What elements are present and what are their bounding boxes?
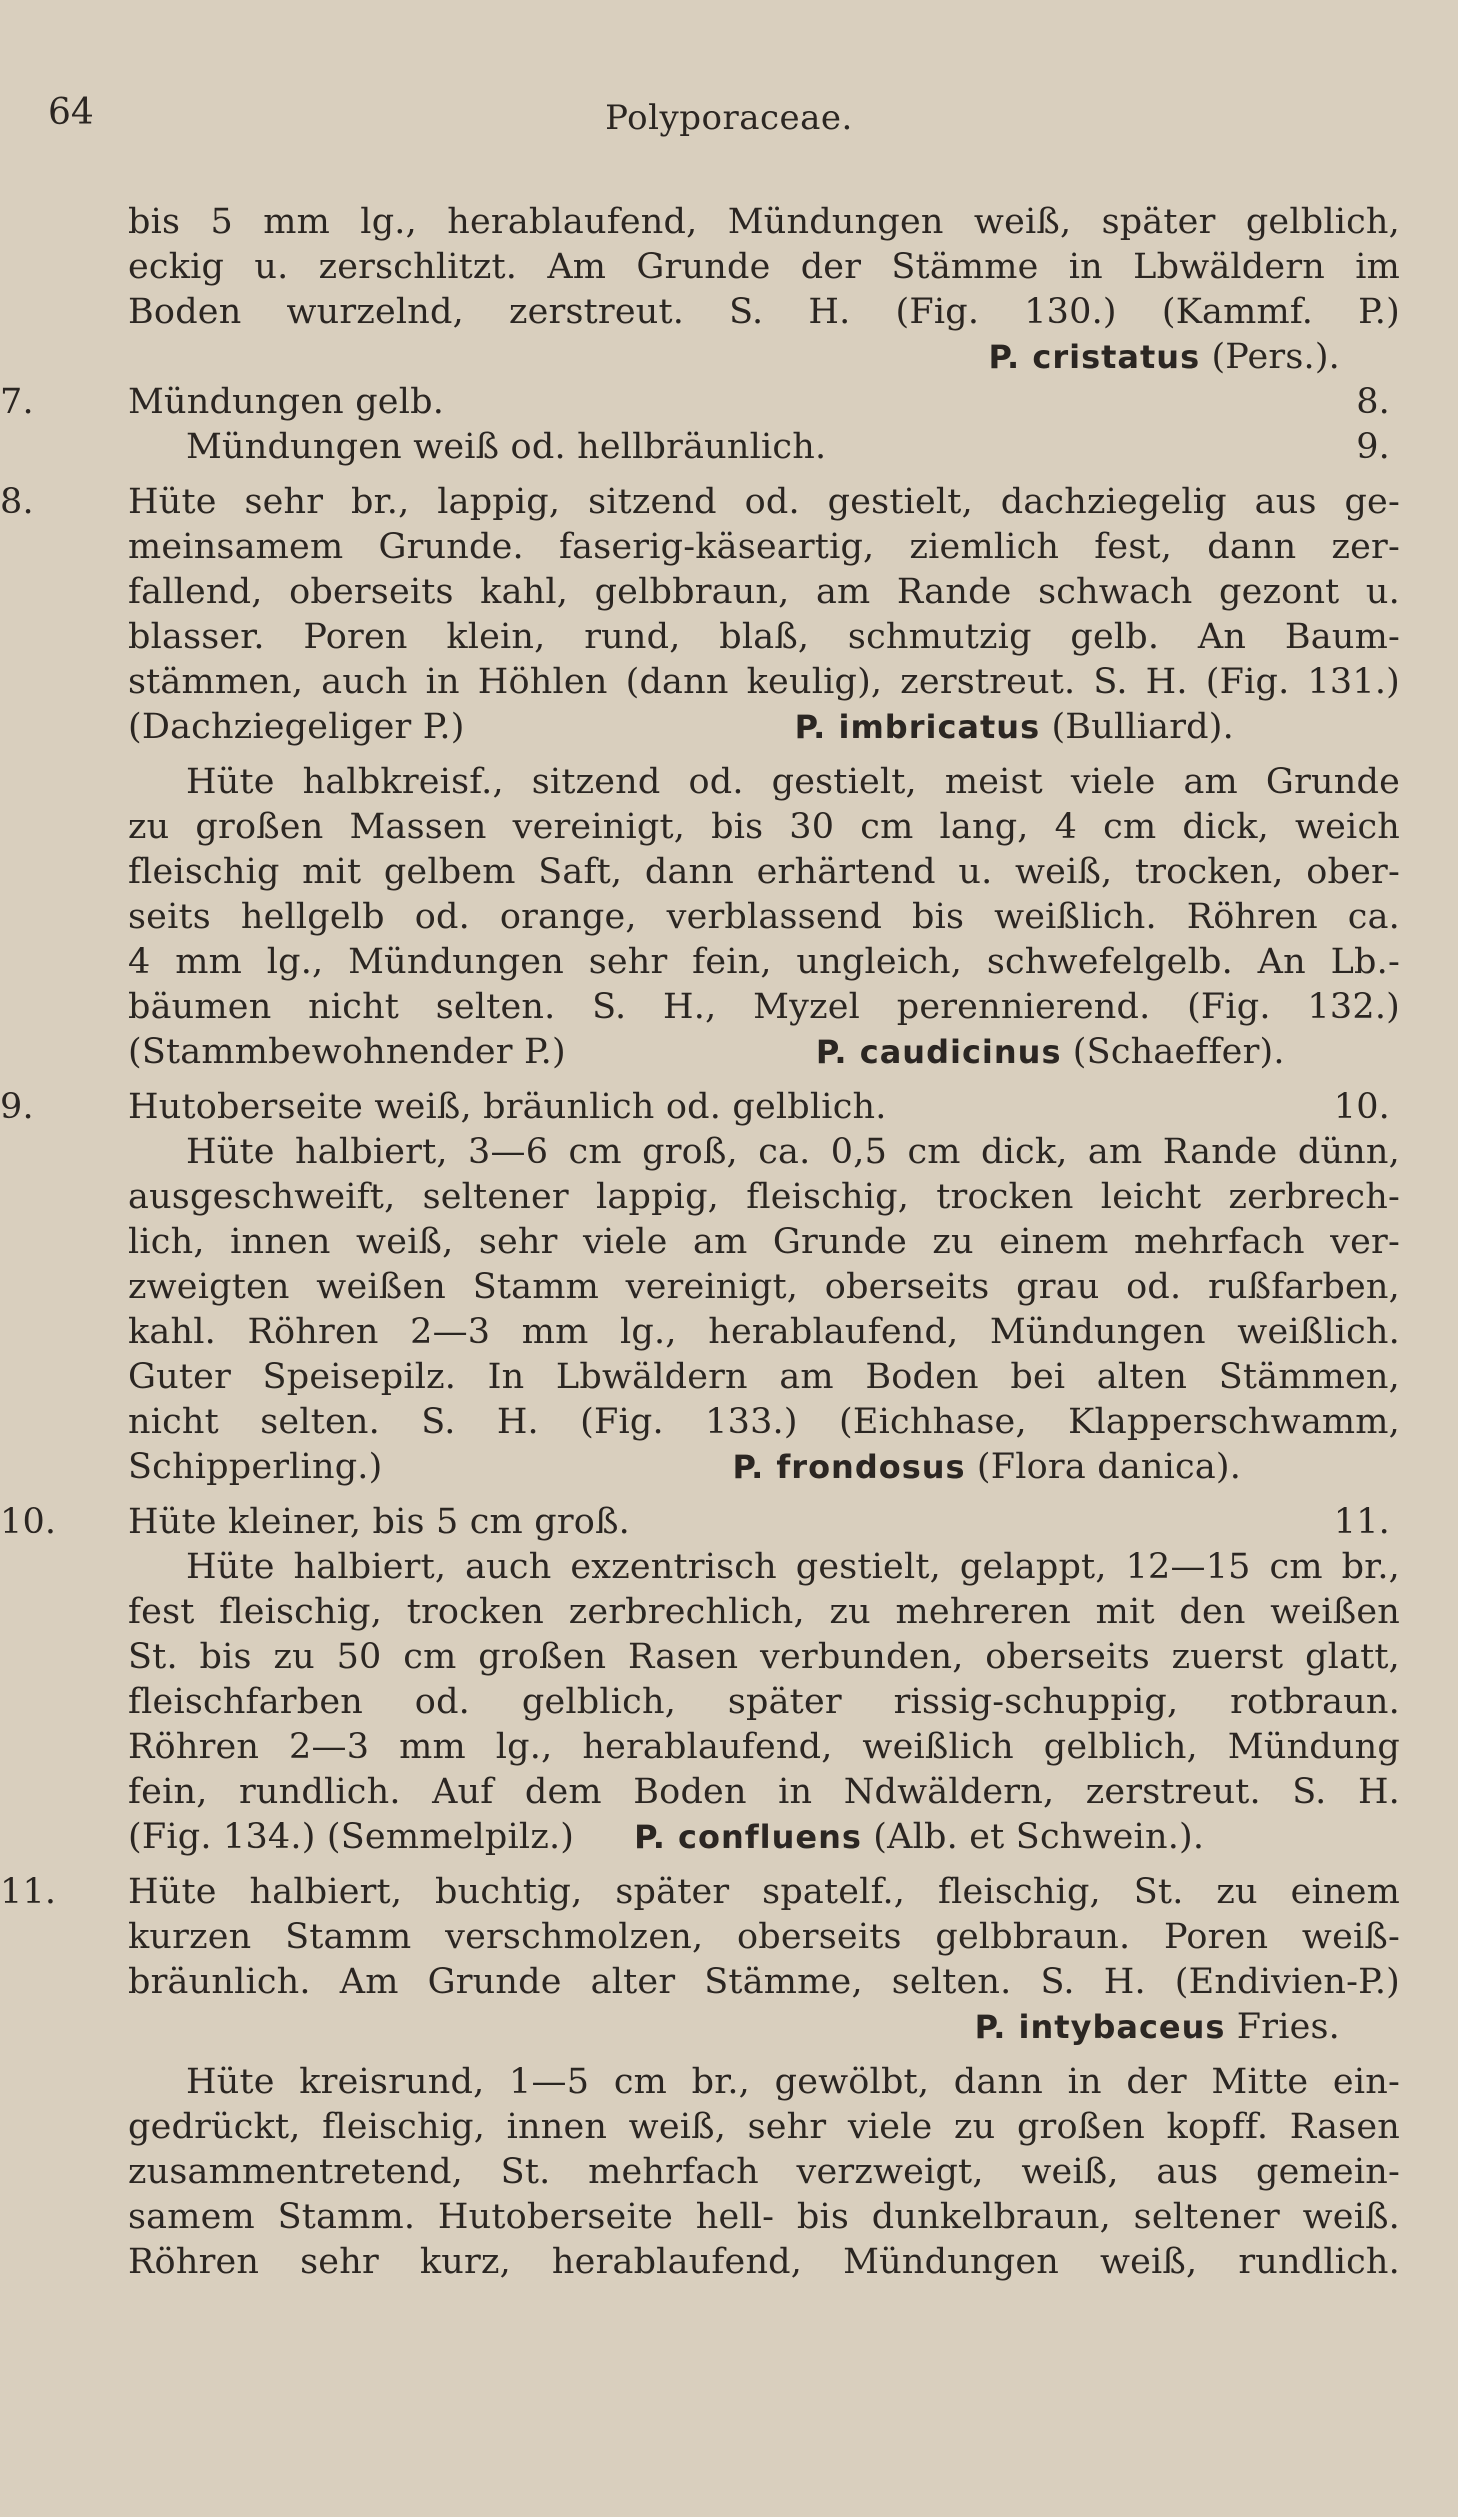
- key-line: [0, 480, 1400, 525]
- text-line: Hüte halbkreisf., sitzend od. gestielt, meist viele am Grunde: [186, 762, 1400, 802]
- key-text: Hüte sehr br., lappig, sitzend od. gestielt, dachziegelig aus ge-: [128, 482, 1400, 522]
- species-line: [128, 2005, 1400, 2050]
- key-text: Hüte kleiner, bis 5 cm groß.: [128, 1502, 630, 1542]
- key-text: Mündungen weiß od. hellbräunlich.: [186, 427, 827, 467]
- species-author: (Bulliard).: [1040, 707, 1234, 747]
- text-line: samem Stamm. Hutoberseite hell- bis dunkelbraun, seltener weiß.: [128, 2197, 1400, 2237]
- species-name: P. intybaceus: [974, 2008, 1226, 2046]
- species-name: P. confluens: [634, 1818, 862, 1856]
- text-line: ausgeschweift, seltener lappig, fleischig, trocken leicht zerbrech-: [128, 1177, 1400, 1217]
- text-line: gedrückt, fleischig, innen weiß, sehr viele zu großen kopff. Rasen: [128, 2107, 1400, 2147]
- common-name: (Stammbewohnender P.): [128, 1032, 566, 1072]
- text-line: bis 5 mm lg., herablaufend, Mündungen weiß, später gelblich,: [128, 202, 1400, 242]
- species-line: [128, 1030, 1400, 1075]
- text-line: Hüte kreisrund, 1—5 cm br., gewölbt, dann in der Mitte ein-: [186, 2062, 1400, 2102]
- species-author: (Flora danica).: [965, 1447, 1242, 1487]
- key-text: Hüte halbiert, buchtig, später spatelf., fleischig, St. zu einem: [128, 1872, 1400, 1912]
- common-name: Schipperling.): [128, 1447, 383, 1487]
- text-line: St. bis zu 50 cm großen Rasen verbunden, oberseits zuerst glatt,: [128, 1637, 1400, 1677]
- page-body: [0, 200, 1400, 2285]
- text-line: fleischfarben od. gelblich, später rissig-schuppig, rotbraun.: [128, 1682, 1400, 1722]
- key-line: [0, 1085, 1400, 1130]
- text-line: kahl. Röhren 2—3 mm lg., herablaufend, Mündungen weißlich.: [128, 1312, 1400, 1352]
- key-line: [128, 425, 1400, 470]
- running-head: Polyporaceae.: [605, 98, 853, 138]
- text-line: Hüte halbiert, 3—6 cm groß, ca. 0,5 cm dick, am Rande dünn,: [186, 1132, 1400, 1172]
- key-line: [0, 380, 1400, 425]
- key-number: 7.: [0, 382, 34, 422]
- text-line: zusammentretend, St. mehrfach verzweigt, weiß, aus gemein-: [128, 2152, 1400, 2192]
- common-name: (Fig. 134.) (Semmelpilz.): [128, 1817, 575, 1857]
- text-line: stämmen, auch in Höhlen (dann keulig), zerstreut. S. H. (Fig. 131.): [128, 662, 1400, 702]
- text-line: lich, innen weiß, sehr viele am Grunde zu einem mehrfach ver-: [128, 1222, 1400, 1262]
- key-number: 11.: [0, 1872, 57, 1912]
- species-author: (Alb. et Schwein.).: [861, 1817, 1205, 1857]
- key-text: Hutoberseite weiß, bräunlich od. gelblich.: [128, 1087, 887, 1127]
- species-author: Fries.: [1225, 2007, 1340, 2047]
- text-line: bräunlich. Am Grunde alter Stämme, selten. S. H. (Endivien-P.): [128, 1962, 1400, 2002]
- page-header: [0, 0, 1458, 160]
- text-line: Guter Speisepilz. In Lbwäldern am Boden bei alten Stämmen,: [128, 1357, 1400, 1397]
- key-number: 9.: [0, 1087, 34, 1127]
- species-name: P. imbricatus: [794, 708, 1041, 746]
- species-name: P. caudicinus: [815, 1033, 1062, 1071]
- key-reference: 8.: [1356, 382, 1390, 422]
- key-text: Mündungen gelb.: [128, 382, 445, 422]
- text-line: nicht selten. S. H. (Fig. 133.) (Eichhase, Klapperschwamm,: [128, 1402, 1400, 1442]
- text-line: kurzen Stamm verschmolzen, oberseits gelbbraun. Poren weiß-: [128, 1917, 1400, 1957]
- text-line: zu großen Massen vereinigt, bis 30 cm lang, 4 cm dick, weich: [128, 807, 1400, 847]
- text-line: seits hellgelb od. orange, verblassend bis weißlich. Röhren ca.: [128, 897, 1400, 937]
- text-line: Röhren 2—3 mm lg., herablaufend, weißlich gelblich, Mündung: [128, 1727, 1400, 1767]
- common-name: (Dachziegeliger P.): [128, 707, 465, 747]
- key-number: 8.: [0, 482, 34, 522]
- species-line: [128, 335, 1400, 380]
- text-line: fest fleischig, trocken zerbrechlich, zu mehreren mit den weißen: [128, 1592, 1400, 1632]
- species-line: [128, 705, 1400, 750]
- text-line: fleischig mit gelbem Saft, dann erhärtend u. weiß, trocken, ober-: [128, 852, 1400, 892]
- text-line: eckig u. zerschlitzt. Am Grunde der Stämme in Lbwäldern im: [128, 247, 1400, 287]
- key-reference: 11.: [1333, 1502, 1390, 1542]
- key-line: [0, 1870, 1400, 1915]
- species-name: P. cristatus: [988, 338, 1201, 376]
- text-line: zweigten weißen Stamm vereinigt, oberseits grau od. rußfarben,: [128, 1267, 1400, 1307]
- species-author: (Pers.).: [1200, 337, 1340, 377]
- text-line: fein, rundlich. Auf dem Boden in Ndwäldern, zerstreut. S. H.: [128, 1772, 1400, 1812]
- page-number: 64: [48, 92, 94, 133]
- text-line: meinsamem Grunde. faserig-käseartig, ziemlich fest, dann zer-: [128, 527, 1400, 567]
- text-line: blasser. Poren klein, rund, blaß, schmutzig gelb. An Baum-: [128, 617, 1400, 657]
- key-number: 10.: [0, 1502, 57, 1542]
- text-line: fallend, oberseits kahl, gelbbraun, am Rande schwach gezont u.: [128, 572, 1400, 612]
- text-line: bäumen nicht selten. S. H., Myzel perennierend. (Fig. 132.): [128, 987, 1400, 1027]
- text-line: Hüte halbiert, auch exzentrisch gestielt, gelappt, 12—15 cm br.,: [186, 1547, 1400, 1587]
- text-line: Röhren sehr kurz, herablaufend, Mündungen weiß, rundlich.: [128, 2242, 1400, 2282]
- text-line: Boden wurzelnd, zerstreut. S. H. (Fig. 130.) (Kammf. P.): [128, 292, 1400, 332]
- species-line: [128, 1815, 1400, 1860]
- key-reference: 10.: [1333, 1087, 1390, 1127]
- species-line: [128, 1445, 1400, 1490]
- species-author: (Schaeffer).: [1061, 1032, 1285, 1072]
- text-line: 4 mm lg., Mündungen sehr fein, ungleich, schwefelgelb. An Lb.-: [128, 942, 1400, 982]
- species-name: P. frondosus: [732, 1448, 966, 1486]
- key-line: [0, 1500, 1400, 1545]
- key-reference: 9.: [1356, 427, 1390, 467]
